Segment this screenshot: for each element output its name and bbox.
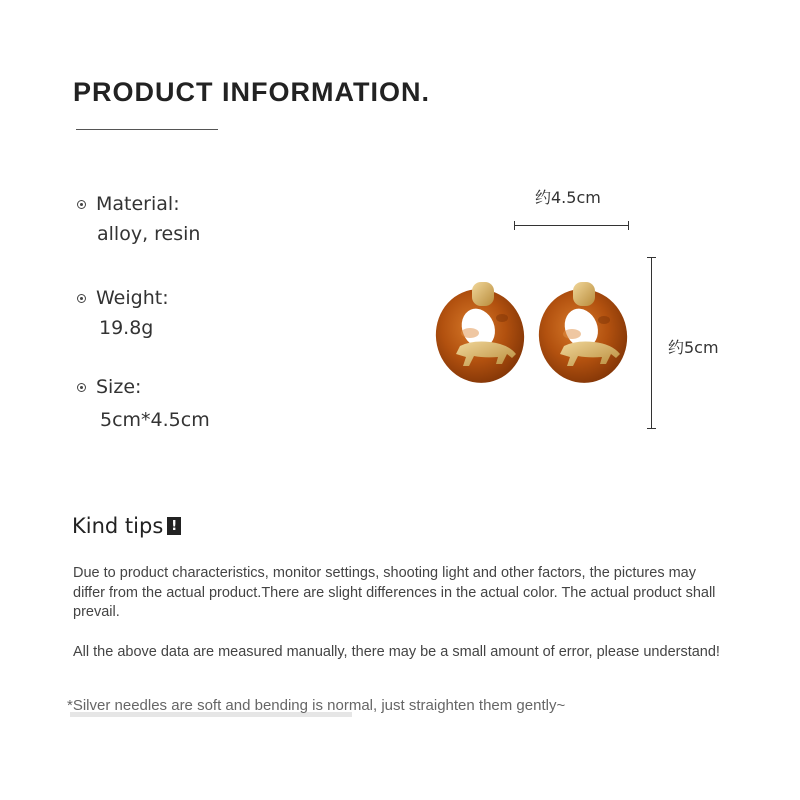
spec-label: Material: — [96, 193, 180, 215]
height-dimension-line — [651, 257, 652, 429]
tips-paragraph-2: All the above data are measured manually, there may be a small amount of error, please understand! — [73, 644, 720, 660]
width-dimension-label: 约4.5cm — [535, 188, 601, 207]
left-earring — [432, 281, 533, 390]
bullet-icon — [77, 383, 86, 392]
silver-needle-note: *Silver needles are soft and bending is normal, just straighten them gently~ — [67, 697, 566, 714]
width-dimension-line — [514, 225, 629, 226]
kind-tips-title: Kind tips — [72, 514, 164, 538]
spec-material — [77, 193, 200, 245]
spec-label: Size: — [96, 376, 142, 398]
earrings-product-image — [432, 278, 632, 390]
spec-value: alloy, resin — [97, 223, 201, 245]
height-dimension-label: 约5cm — [668, 338, 719, 357]
bullet-icon — [77, 294, 86, 303]
spec-size — [77, 376, 210, 431]
spec-label: Weight: — [96, 287, 169, 309]
tips-paragraph-1: Due to product characteristics, monitor settings, shooting light and other factors, the pictures may differ from the actual product.There are slight differences in the actual color. The actual product shall prevail. — [73, 565, 716, 620]
bullet-icon — [77, 200, 86, 209]
kind-tips-heading — [72, 514, 181, 538]
title-underline — [76, 129, 218, 130]
right-earring — [530, 281, 632, 390]
page-title: PRODUCT INFORMATION. — [73, 77, 430, 107]
exclamation-icon: ! — [167, 517, 181, 535]
spec-weight — [77, 287, 169, 339]
spec-value: 5cm*4.5cm — [100, 409, 210, 431]
spec-value: 19.8g — [99, 317, 154, 339]
